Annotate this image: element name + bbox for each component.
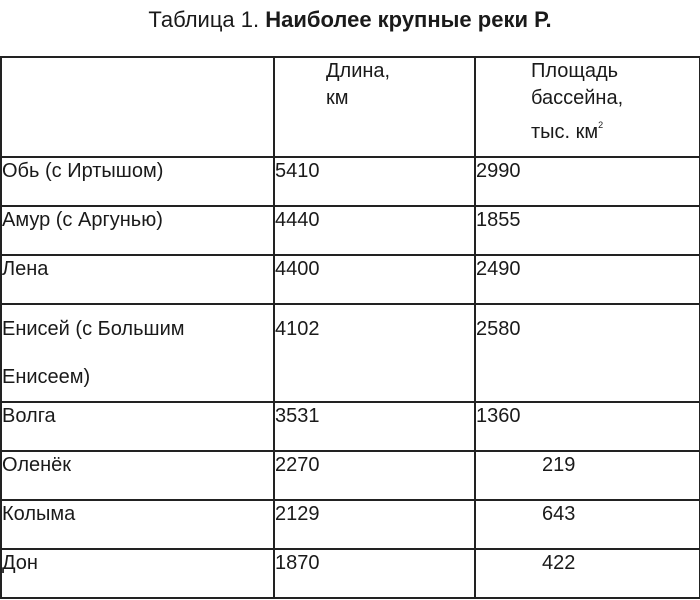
river-name: Дон: [1, 549, 274, 598]
river-area: 2990: [475, 157, 700, 206]
header-length: [274, 57, 475, 157]
table-header-row: [1, 57, 700, 157]
river-name-line1: Енисей (с Большим: [2, 318, 185, 340]
river-name: Амур (с Аргунью): [1, 206, 274, 255]
table-row: [1, 157, 700, 206]
river-name: Оленёк: [1, 451, 274, 500]
river-name-line2: Енисеем): [2, 366, 91, 388]
header-area: [475, 57, 700, 157]
header-length-line1: Длина,: [326, 60, 391, 82]
river-length: 4102: [274, 304, 475, 402]
caption-prefix: Таблица 1.: [148, 7, 260, 32]
river-name: Лена: [1, 255, 274, 304]
header-area-line2: бассейна,: [531, 87, 624, 109]
river-length: 5410: [274, 157, 475, 206]
river-area: 219: [475, 451, 700, 500]
river-area: 2580: [475, 304, 700, 402]
river-area: 643: [475, 500, 700, 549]
header-length-line2: км: [326, 87, 349, 109]
river-length: 4440: [274, 206, 475, 255]
table-caption: [0, 6, 700, 34]
river-length: 4400: [274, 255, 475, 304]
river-length: 1870: [274, 549, 475, 598]
river-area: 1855: [475, 206, 700, 255]
river-length: 2129: [274, 500, 475, 549]
table-row: [1, 255, 700, 304]
table-row: [1, 402, 700, 451]
river-area: 422: [475, 549, 700, 598]
header-river: [1, 57, 274, 157]
header-area-line3: тыс. км: [531, 121, 599, 143]
table-row: [1, 304, 700, 402]
table-row: [1, 206, 700, 255]
header-area-sup: 2: [598, 120, 604, 130]
river-area: 1360: [475, 402, 700, 451]
caption-title: Наиболее крупные реки Р.: [265, 7, 552, 32]
river-name: Обь (с Иртышом): [1, 157, 274, 206]
header-area-line3-wrap: [531, 112, 699, 146]
table-row: [1, 451, 700, 500]
river-area: 2490: [475, 255, 700, 304]
table-row: [1, 549, 700, 598]
river-length: 3531: [274, 402, 475, 451]
river-name: Волга: [1, 402, 274, 451]
table-row: [1, 500, 700, 549]
river-name: [1, 304, 274, 402]
rivers-table: [0, 56, 700, 599]
header-area-line1: Площадь: [531, 60, 619, 82]
river-name: Колыма: [1, 500, 274, 549]
river-length: 2270: [274, 451, 475, 500]
